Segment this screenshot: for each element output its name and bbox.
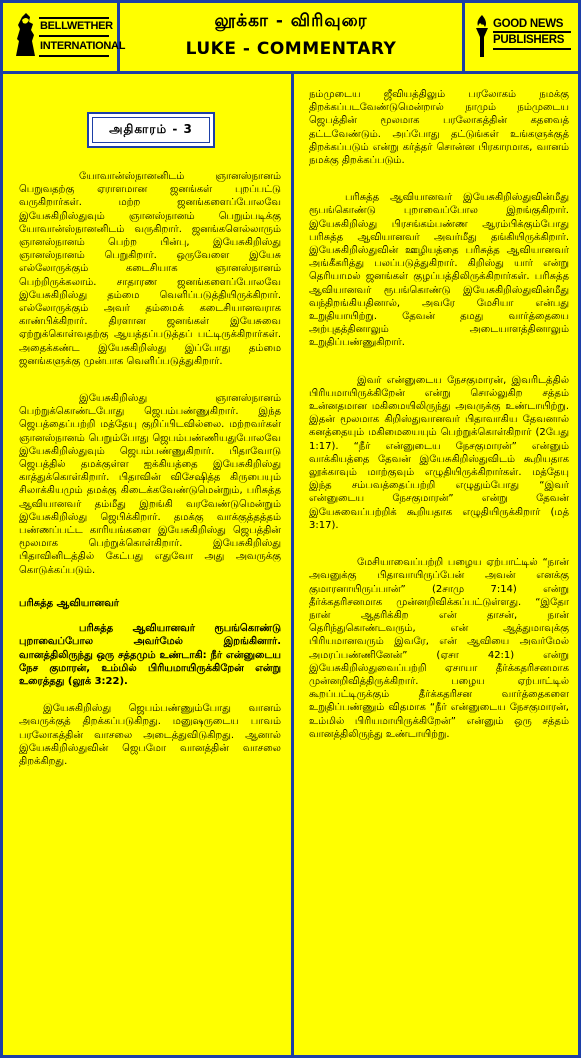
title-tamil: லூக்கா - விரிவுரை bbox=[214, 11, 368, 31]
publisher-rule bbox=[493, 31, 571, 33]
left-paragraph-4: இயேசுகிறிஸ்து ஜெபம்பண்ணும்போது வானம் அவருக்குத் திறக்கப்படுகிறது. மனுஷருடைய பாவம் பரலோகத்தின் வாசலை அடைத்துவிடுகிறது. ஆனால் இயேசுகிறிஸ்துவின் ஜெபமோ வானத்தின் வாசலை திறக்கிறது. bbox=[19, 703, 281, 767]
left-paragraph-1: யோவான்ஸ்நானனிடம் ஞானஸ்நானம் பெறுவதற்கு ஏராளமான ஜனங்கள் புறப்பட்டு வருகிறார்கள். மற்ற ஜனங்களைப்போலவே இயேசுகிறிஸ்துவும் ஞானஸ்நானம் பெறும்படிக்கு யோவான்ஸ்நானனிடம் வருகிறார். ஜனங்களெல்லாரும் ஞானஸ்நானம் பெற்ற பின்பு, இயேசுகிறிஸ்து ஞானஸ்நானம் பெறுகிறார். ஒருவேளை இயேசு எல்லோருக்கும் கடைசியாக ஞானஸ்நானம் பெற்றிருக்கலாம். சாதாரண ஜனங்களைப்போலவே இயேசுகிறிஸ்து தம்மை வெளிப்படுத்தியிருக்கிறார். எல்லோருக்கும் அவர் தம்மைக் கடைசியானவராக காண்பிக்கிறார். திரளான ஜனங்கள் இயேசுவை ஏற்றுக்கொள்வதற்கு ஆயத்தப்படுத்தப் பட்டிருக்கிறார்கள். அதைக்கண்ட இயேசுகிறிஸ்து இப்போது தம்மை ஜனங்களுக்கு முன்பாக வெளிப்படுத்துகிறார். bbox=[19, 171, 281, 367]
publisher-line-1: GOOD NEWS bbox=[493, 18, 564, 30]
logo-line-2: INTERNATIONAL bbox=[40, 40, 126, 52]
left-column bbox=[6, 74, 294, 1055]
publisher-line-2: PUBLISHERS bbox=[493, 34, 565, 46]
logo-rule-mid bbox=[39, 35, 109, 37]
scripture-quote: பரிசுத்த ஆவியானவர் ரூபங்கொண்டு புறாவைப்போல அவர்மேல் இறங்கினார். வானத்திலிருந்து ஒரு சத்தமும் உண்டாகி: நீர் என்னுடைய நேச குமாரன், உம்மில் பிரியமாயிருக்கிறேன் என்று உரைத்தது (லூக் 3:22). bbox=[19, 623, 281, 687]
logo-rule-bottom bbox=[39, 55, 109, 57]
good-news-logo bbox=[465, 3, 578, 71]
right-paragraph-4: மேசியாவைப்பற்றி பழைய ஏற்பாட்டில் “நான் அவனுக்கு பிதாவாயிருப்பேன் அவன் எனக்கு குமாரனாயிருப்பான்” (2சாமு 7:14) என்று தீர்க்கதரிசனமாக முன்னறிவிக்கப்பட்டுள்ளது. “இதோ நான் ஆதரிக்கிற என் தாசன், நான் தெரிந்துகொண்டவரும், என் ஆத்துமாவுக்கு பிரியமானவரும் இவரே, என் ஆவியை அவர்மேல் அமரப்பண்ணினேன்” (ஏசா 42:1) என்று இயேசுகிறிஸ்துவைப்பற்றி ஏசாயா தீர்க்கதரிசனமாக முன்னறிவித்திருக்கிறார். பழைய ஏற்பாட்டில் கூறப்பட்டிருக்கும் தீர்க்கதரிசன வார்த்தைகளை உறுதிப்பண்ணும் விதமாக “நீர் என்னுடைய நேசகுமாரன், உம்மில் பிரியமாயிருக்கிறேன்” என்னும் ஒரு சத்தம் வானத்திலிருந்து உண்டாயிற்று. bbox=[309, 557, 569, 740]
publisher-rule-bottom bbox=[493, 48, 571, 50]
bellwether-logo bbox=[3, 3, 126, 71]
right-paragraph-1: நம்முடைய ஜீவியத்திலும் பரலோகம் நமக்கு திறக்கப்படவேண்டுமென்றால் நாமும் நம்முடைய ஜெபத்தின் மூலமாக பரலோகத்தின் கதவைத் தட்டவேண்டும். அப்போது தட்டுங்கள் உங்களுக்குத் திறக்கப்படும் என்று கர்த்தர் சொன்ன பிரகாரமாக, வானம் நமக்கு திறக்கப்படும். bbox=[309, 89, 569, 167]
header bbox=[3, 3, 578, 74]
chapter-box bbox=[87, 112, 215, 148]
right-paragraph-3: இவர் என்னுடைய நேசகுமாரன், இவரிடத்தில் பிரியமாயிருக்கிறேன் என்று சொல்லுகிற சத்தம் உன்னதமான மகிமையிலிருந்து அவருக்கு உண்டாயிற்று. இதன் மூலமாக கிறிஸ்துவானவர் பிதாவாகிய தேவனால் கனத்தையும் மகிமையையும் பெற்றுக்கொள்கிறார் (2பேது 1:17). “நீர் என்னுடைய நேசகுமாரன்” என்னும் வாக்கியத்தை தேவன் இயேசுகிறிஸ்துவிடம் கூறியதாக லூக்காவும் மாற்குவும் எழுதியிருக்கிறார்கள். மத்தேயு இந்த சம்பவத்தைப்பற்றி எழுதும்போது “இவர் என்னுடைய நேசகுமாரன்” என்று தேவன் இயேசுவைப்பற்றிக் கூறியதாக எழுதியிருக்கிறார் (மத் 3:17). bbox=[309, 374, 569, 531]
title-english: LUKE - COMMENTARY bbox=[185, 39, 397, 59]
title-block bbox=[120, 3, 465, 71]
logo-line-1: BELLWETHER bbox=[40, 20, 113, 32]
section-heading: பரிசுத்த ஆவியானவர் bbox=[19, 597, 119, 609]
right-column bbox=[297, 74, 578, 1055]
right-paragraph-2: பரிசுத்த ஆவியானவர் இயேசுகிறிஸ்துவின்மீது ரூபங்கொண்டு புறாவைப்போல இறங்குகிறார். இயேசுகிறிஸ்து பிரசங்கம்பண்ண ஆரம்பிக்கும்போது பரிசுத்த ஆவியானவர் அவர்மீது தங்கியிருக்கிறார். இயேசுகிறிஸ்துவின் ஊழியத்தை பரிசுத்த ஆவியானவர் அங்கீகரித்து பலப்படுத்துகிறார். கிறிஸ்து யார் என்று தெரியாமல் ஜனங்கள் குழப்பத்திலிருக்கிறார்கள். பரிசுத்த ஆவியானவர் ரூபங்கொண்டு இயேசுகிறிஸ்துவின்மீது வந்திறங்கியதினால், அவரே மேசியா என்பது உறுதியாயிற்று. தேவன் தமது வார்த்தையை அற்புதத்தினாலும் அடையாளத்தினாலும் உறுதிப்பண்ணுகிறார். bbox=[309, 192, 569, 349]
chapter-heading: அதிகாரம் - 3 bbox=[92, 117, 210, 143]
logo-rule-top bbox=[39, 17, 109, 19]
torch-icon bbox=[471, 13, 493, 59]
left-paragraph-2: இயேசுகிறிஸ்து ஞானஸ்நானம் பெற்றுக்கொண்டபோது ஜெபம்பண்ணுகிறார். இந்த ஜெபத்தைப்பற்றி மத்தேயு குறிப்பிடவில்லை. மற்றவர்கள் ஞானஸ்நானம் பெறும்போது ஜெபம்பண்ணியதுபோலவே இயேசுகிறிஸ்துவும் ஜெபம்பண்ணுகிறார். பிதாவோடு ஜெபத்தில் தமக்குள்ள ஐக்கியத்தை இயேசுகிறிஸ்து காத்துக்கொள்கிறார். பிதாவின் விசேஷித்த கிருபையும் சிலாக்கியமும் தமக்கு கிடைக்கவேண்டுமென்றும், பரிசுத்த ஆவியானவர் தம்மீது இறங்கி வரவேண்டுமென்றும் இயேசுகிறிஸ்து ஜெபிக்கிறார். தமக்கு வாக்குத்தத்தம் பண்ணப்பட்ட காரியங்களை இயேசுகிறிஸ்து ஜெபத்தின் மூலமாக பெற்றுக்கொள்கிறார். இயேசுகிறிஸ்து பிதாவினிடத்தில் கேட்பது எதுவோ அது அவருக்கு கொடுக்கப்படும். bbox=[19, 393, 281, 576]
bellwether-ram-icon bbox=[13, 11, 39, 57]
